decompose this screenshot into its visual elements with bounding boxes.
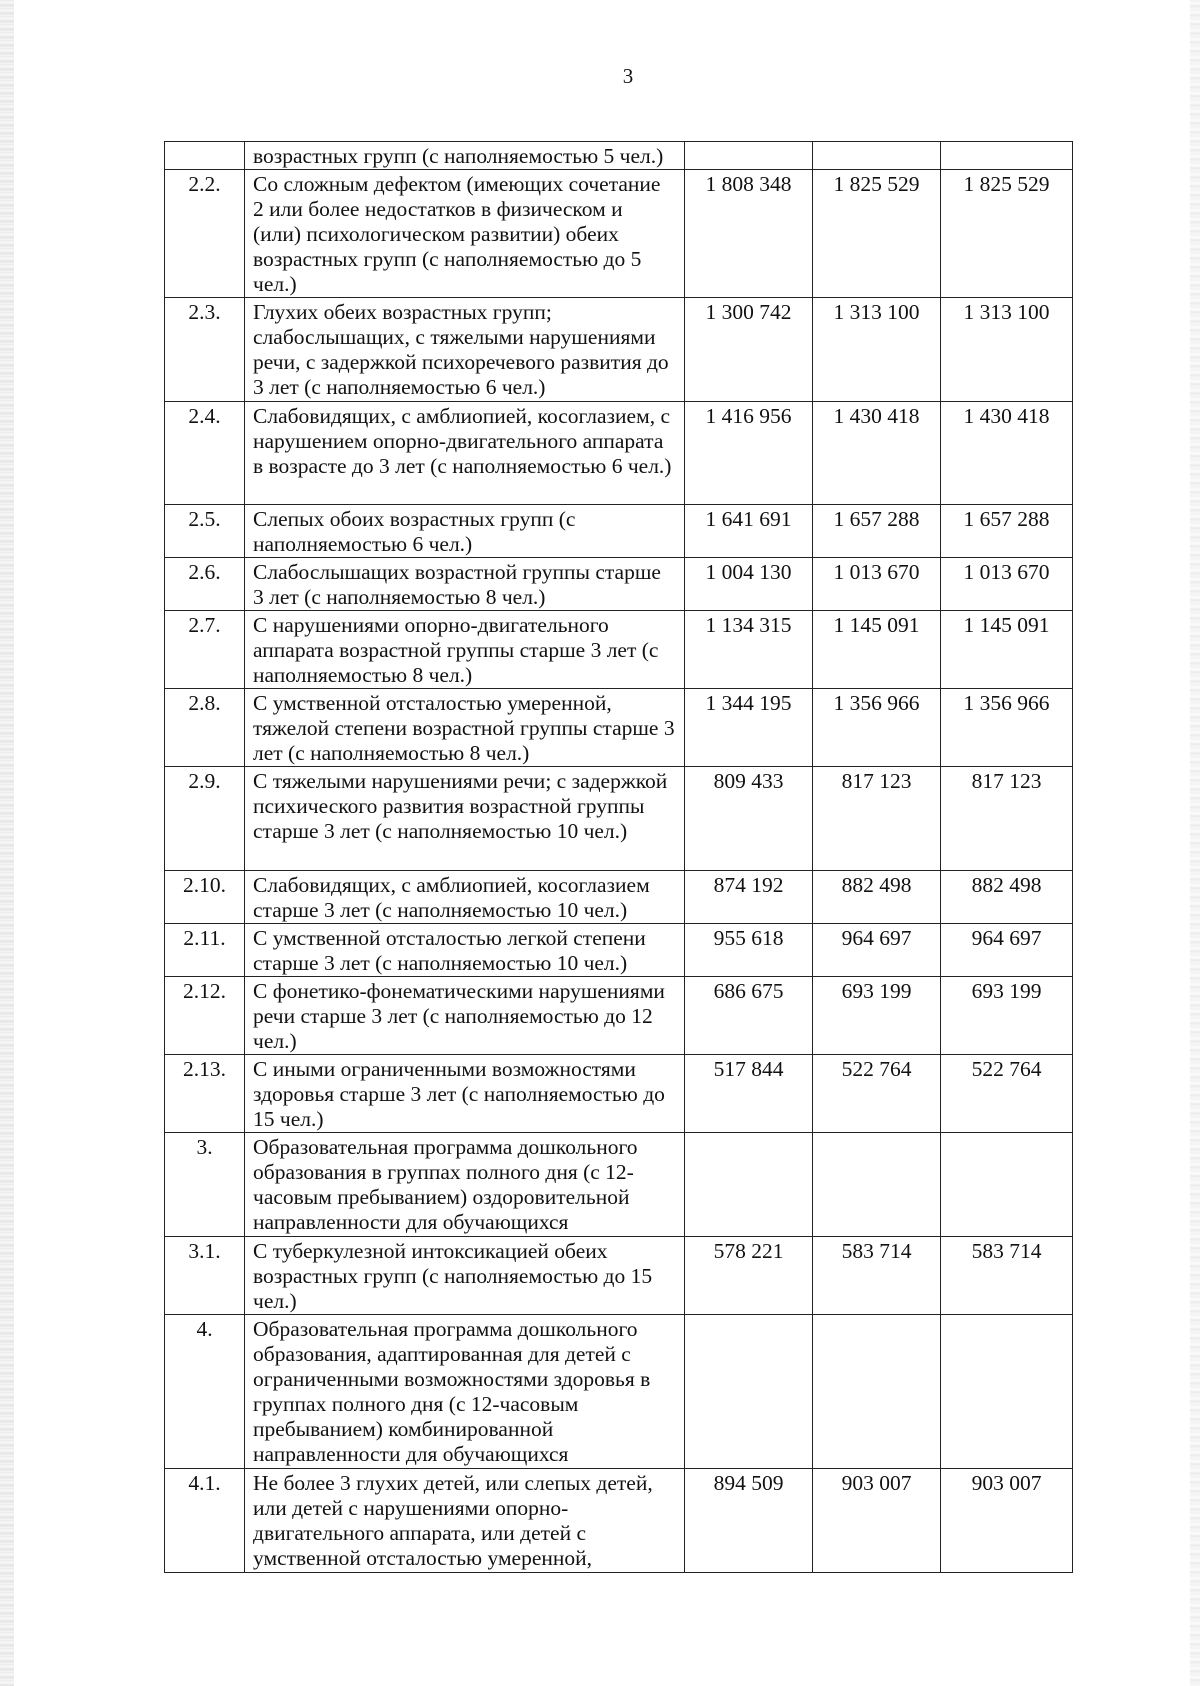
table-row <box>165 1469 1073 1573</box>
row-value-2: 522 764 <box>813 1055 941 1133</box>
row-description: Слепых обоих возрастных групп (с наполняемостью 6 чел.) <box>245 505 685 558</box>
row-description: Не более 3 глухих детей, или слепых детей, или детей с нарушениями опорно-двигательного аппарата, или детей с умственной отсталостью умеренной, <box>245 1469 685 1573</box>
table-row <box>165 1315 1073 1469</box>
row-number: 2.9. <box>165 767 245 871</box>
row-description: Слабовидящих, с амблиопией, косоглазием старше 3 лет (с наполняемостью 10 чел.) <box>245 871 685 924</box>
row-number: 2.6. <box>165 558 245 611</box>
row-value-1: 874 192 <box>685 871 813 924</box>
row-number: 2.10. <box>165 871 245 924</box>
row-number <box>165 142 245 170</box>
row-value-1: 1 344 195 <box>685 689 813 767</box>
row-number: 2.2. <box>165 170 245 298</box>
row-number: 4. <box>165 1315 245 1469</box>
row-value-2: 1 313 100 <box>813 298 941 402</box>
table-row <box>165 689 1073 767</box>
row-number: 2.3. <box>165 298 245 402</box>
row-description: С нарушениями опорно-двигательного аппарата возрастной группы старше 3 лет (с наполняемостью 8 чел.) <box>245 611 685 689</box>
row-number: 4.1. <box>165 1469 245 1573</box>
row-value-2: 817 123 <box>813 767 941 871</box>
row-value-3: 882 498 <box>941 871 1073 924</box>
row-value-3: 817 123 <box>941 767 1073 871</box>
row-description: С умственной отсталостью легкой степени старше 3 лет (с наполняемостью 10 чел.) <box>245 924 685 977</box>
row-value-2: 882 498 <box>813 871 941 924</box>
page-number: 3 <box>622 64 634 88</box>
row-value-2: 583 714 <box>813 1237 941 1315</box>
row-value-1: 1 641 691 <box>685 505 813 558</box>
row-value-1: 578 221 <box>685 1237 813 1315</box>
row-value-3 <box>941 1315 1073 1469</box>
row-value-2: 903 007 <box>813 1469 941 1573</box>
row-value-1: 517 844 <box>685 1055 813 1133</box>
row-value-2: 1 430 418 <box>813 402 941 505</box>
row-value-1: 809 433 <box>685 767 813 871</box>
row-value-1: 894 509 <box>685 1469 813 1573</box>
row-value-2: 693 199 <box>813 977 941 1055</box>
row-number: 3.1. <box>165 1237 245 1315</box>
row-value-1: 1 300 742 <box>685 298 813 402</box>
row-number: 2.11. <box>165 924 245 977</box>
row-number: 2.13. <box>165 1055 245 1133</box>
row-value-3: 1 430 418 <box>941 402 1073 505</box>
table-row <box>165 611 1073 689</box>
row-number: 2.8. <box>165 689 245 767</box>
table-row <box>165 1055 1073 1133</box>
row-description: возрастных групп (с наполняемостью 5 чел.) <box>245 142 685 170</box>
row-value-1: 1 134 315 <box>685 611 813 689</box>
row-value-1: 686 675 <box>685 977 813 1055</box>
row-number: 3. <box>165 1133 245 1237</box>
table-row <box>165 505 1073 558</box>
scan-edge-left <box>0 0 14 1686</box>
table-row <box>165 142 1073 170</box>
row-value-1 <box>685 1315 813 1469</box>
row-value-2: 1 145 091 <box>813 611 941 689</box>
row-value-1 <box>685 142 813 170</box>
row-value-1: 1 416 956 <box>685 402 813 505</box>
row-value-2: 1 013 670 <box>813 558 941 611</box>
table-row <box>165 871 1073 924</box>
row-value-3: 1 013 670 <box>941 558 1073 611</box>
row-value-1: 1 808 348 <box>685 170 813 298</box>
row-value-1 <box>685 1133 813 1237</box>
row-description: Со сложным дефектом (имеющих сочетание 2 или более недостатков в физическом и (или) психологическом развитии) обеих возрастных групп (с наполняемостью до 5 чел.) <box>245 170 685 298</box>
row-value-2: 1 825 529 <box>813 170 941 298</box>
row-number: 2.7. <box>165 611 245 689</box>
row-description: С туберкулезной интоксикацией обеих возрастных групп (с наполняемостью до 15 чел.) <box>245 1237 685 1315</box>
table-row <box>165 977 1073 1055</box>
row-value-2 <box>813 142 941 170</box>
row-description: С умственной отсталостью умеренной, тяжелой степени возрастной группы старше 3 лет (с наполняемостью 8 чел.) <box>245 689 685 767</box>
row-description: Слабовидящих, с амблиопией, косоглазием, с нарушением опорно-двигательного аппарата в возрасте до 3 лет (с наполняемостью 6 чел.) <box>245 402 685 505</box>
row-value-3: 693 199 <box>941 977 1073 1055</box>
table-row <box>165 924 1073 977</box>
table-row <box>165 1133 1073 1237</box>
row-value-2: 964 697 <box>813 924 941 977</box>
row-value-3: 583 714 <box>941 1237 1073 1315</box>
row-value-3: 1 657 288 <box>941 505 1073 558</box>
row-value-3: 903 007 <box>941 1469 1073 1573</box>
row-value-3: 1 145 091 <box>941 611 1073 689</box>
row-value-2 <box>813 1315 941 1469</box>
cost-table <box>164 141 1073 1573</box>
row-number: 2.12. <box>165 977 245 1055</box>
table-row <box>165 402 1073 505</box>
table-row <box>165 558 1073 611</box>
row-number: 2.5. <box>165 505 245 558</box>
table-body <box>165 142 1073 1573</box>
row-description: Слабослышащих возрастной группы старше 3 лет (с наполняемостью 8 чел.) <box>245 558 685 611</box>
row-value-3: 1 825 529 <box>941 170 1073 298</box>
row-value-3 <box>941 142 1073 170</box>
row-number: 2.4. <box>165 402 245 505</box>
table-row <box>165 170 1073 298</box>
row-description: С фонетико-фонематическими нарушениями речи старше 3 лет (с наполняемостью до 12 чел.) <box>245 977 685 1055</box>
table-row <box>165 1237 1073 1315</box>
row-description: Глухих обеих возрастных групп; слабослышащих, с тяжелыми нарушениями речи, с задержкой психоречевого развития до 3 лет (с наполняемостью 6 чел.) <box>245 298 685 402</box>
row-value-3: 964 697 <box>941 924 1073 977</box>
table-row <box>165 767 1073 871</box>
row-description: Образовательная программа дошкольного образования в группах полного дня (с 12-часовым пребыванием) оздоровительной направленности для обучающихся <box>245 1133 685 1237</box>
row-value-3: 1 313 100 <box>941 298 1073 402</box>
scan-edge-right <box>1190 0 1200 1686</box>
row-value-2: 1 356 966 <box>813 689 941 767</box>
row-description: С тяжелыми нарушениями речи; с задержкой психического развития возрастной группы старше 3 лет (с наполняемостью 10 чел.) <box>245 767 685 871</box>
row-value-1: 1 004 130 <box>685 558 813 611</box>
table-row <box>165 298 1073 402</box>
row-description: С иными ограниченными возможностями здоровья старше 3 лет (с наполняемостью до 15 чел.) <box>245 1055 685 1133</box>
row-value-2 <box>813 1133 941 1237</box>
row-value-3 <box>941 1133 1073 1237</box>
row-value-3: 522 764 <box>941 1055 1073 1133</box>
row-value-3: 1 356 966 <box>941 689 1073 767</box>
row-description: Образовательная программа дошкольного образования, адаптированная для детей с ограниченными возможностями здоровья в группах полного дня (с 12-часовым пребыванием) комбинированной направленности для обучающихся <box>245 1315 685 1469</box>
row-value-2: 1 657 288 <box>813 505 941 558</box>
row-value-1: 955 618 <box>685 924 813 977</box>
